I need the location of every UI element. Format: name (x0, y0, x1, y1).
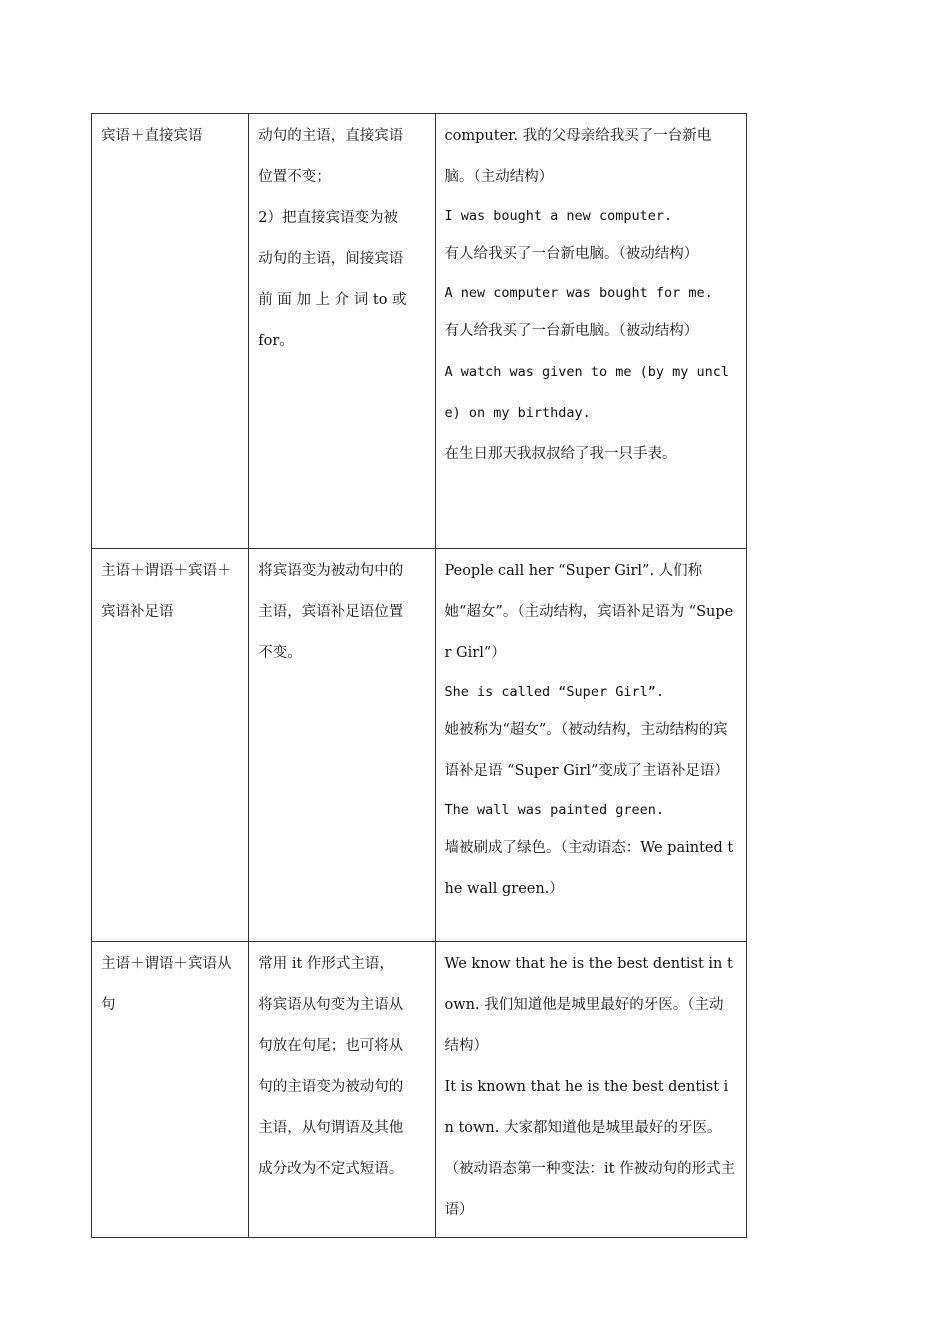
method-line: 位置不变； (258, 169, 331, 185)
structure-cell (92, 942, 249, 1238)
example-text: The wall was painted green. (444, 802, 664, 818)
method-cell (249, 549, 435, 942)
method-line: for。 (258, 333, 294, 349)
example-text: 有人给我买了一台新电脑。（被动结构） (444, 246, 699, 262)
method-line: 句的主语变为被动句的 (258, 1079, 404, 1095)
method-line: 主语，宾语补足语位置 (258, 604, 404, 620)
structure-cell (92, 114, 249, 549)
example-text: We know that he is the best dentist in town. 我们知道他是城里最好的牙医。（主动结构） (444, 956, 733, 1054)
method-line: 常用 it 作形式主语， (258, 956, 394, 972)
method-line: 将宾语从句变为主语从 (258, 997, 404, 1013)
method-line: 不变。 (258, 645, 302, 661)
structure-text: 宾语＋直接宾语 (101, 128, 203, 144)
example-cell (435, 114, 746, 549)
example-cell (435, 942, 746, 1238)
example-text: People call her “Super Girl”. 人们称她“超女”。（主动结构，宾语补足语为 “Super Girl”） (444, 563, 734, 661)
example-text: A watch was given to me (by my uncle) on my birthday. (444, 364, 729, 421)
example-text: 有人给我买了一台新电脑。（被动结构） (444, 323, 699, 339)
method-line: 2）把直接宾语变为被 (258, 210, 398, 226)
example-text: It is known that he is the best dentist in town. 大家都知道他是城里最好的牙医。（被动语态第一种变法：it 作被动句的形式主语） (444, 1079, 736, 1218)
example-text: 她被称为“超女”。（被动结构，主动结构的宾语补足语 “Super Girl”变成了主语补足语） (444, 722, 729, 779)
method-line: 动句的主语，间接宾语 (258, 251, 404, 267)
example-text: I was bought a new computer. (444, 208, 673, 224)
method-cell (249, 114, 435, 549)
method-line: 动句的主语，直接宾语 (258, 128, 404, 144)
method-line: 将宾语变为被动句中的 (258, 563, 404, 579)
example-text: A new computer was bought for me. (444, 285, 713, 301)
structure-text: 主语＋谓语＋宾语＋宾语补足语 (101, 563, 232, 620)
example-text: 墙被刷成了绿色。（主动语态：We painted the wall green.） (444, 840, 734, 897)
example-text: 在生日那天我叔叔给了我一只手表。 (444, 446, 677, 462)
grammar-table (91, 113, 747, 1238)
example-text: She is called “Super Girl”. (444, 684, 664, 700)
example-cell (435, 549, 746, 942)
table-row (92, 942, 747, 1238)
structure-cell (92, 549, 249, 942)
table-row (92, 114, 747, 549)
method-line: 句放在句尾；也可将从 (258, 1038, 404, 1054)
method-line: 前 面 加 上 介 词 to 或 (258, 292, 407, 308)
table-row (92, 549, 747, 942)
example-text: computer. 我的父母亲给我买了一台新电脑。（主动结构） (444, 128, 712, 185)
method-line: 主语，从句谓语及其他 (258, 1120, 404, 1136)
method-cell (249, 942, 435, 1238)
method-line: 成分改为不定式短语。 (258, 1161, 404, 1177)
structure-text: 主语＋谓语＋宾语从句 (101, 956, 232, 1013)
